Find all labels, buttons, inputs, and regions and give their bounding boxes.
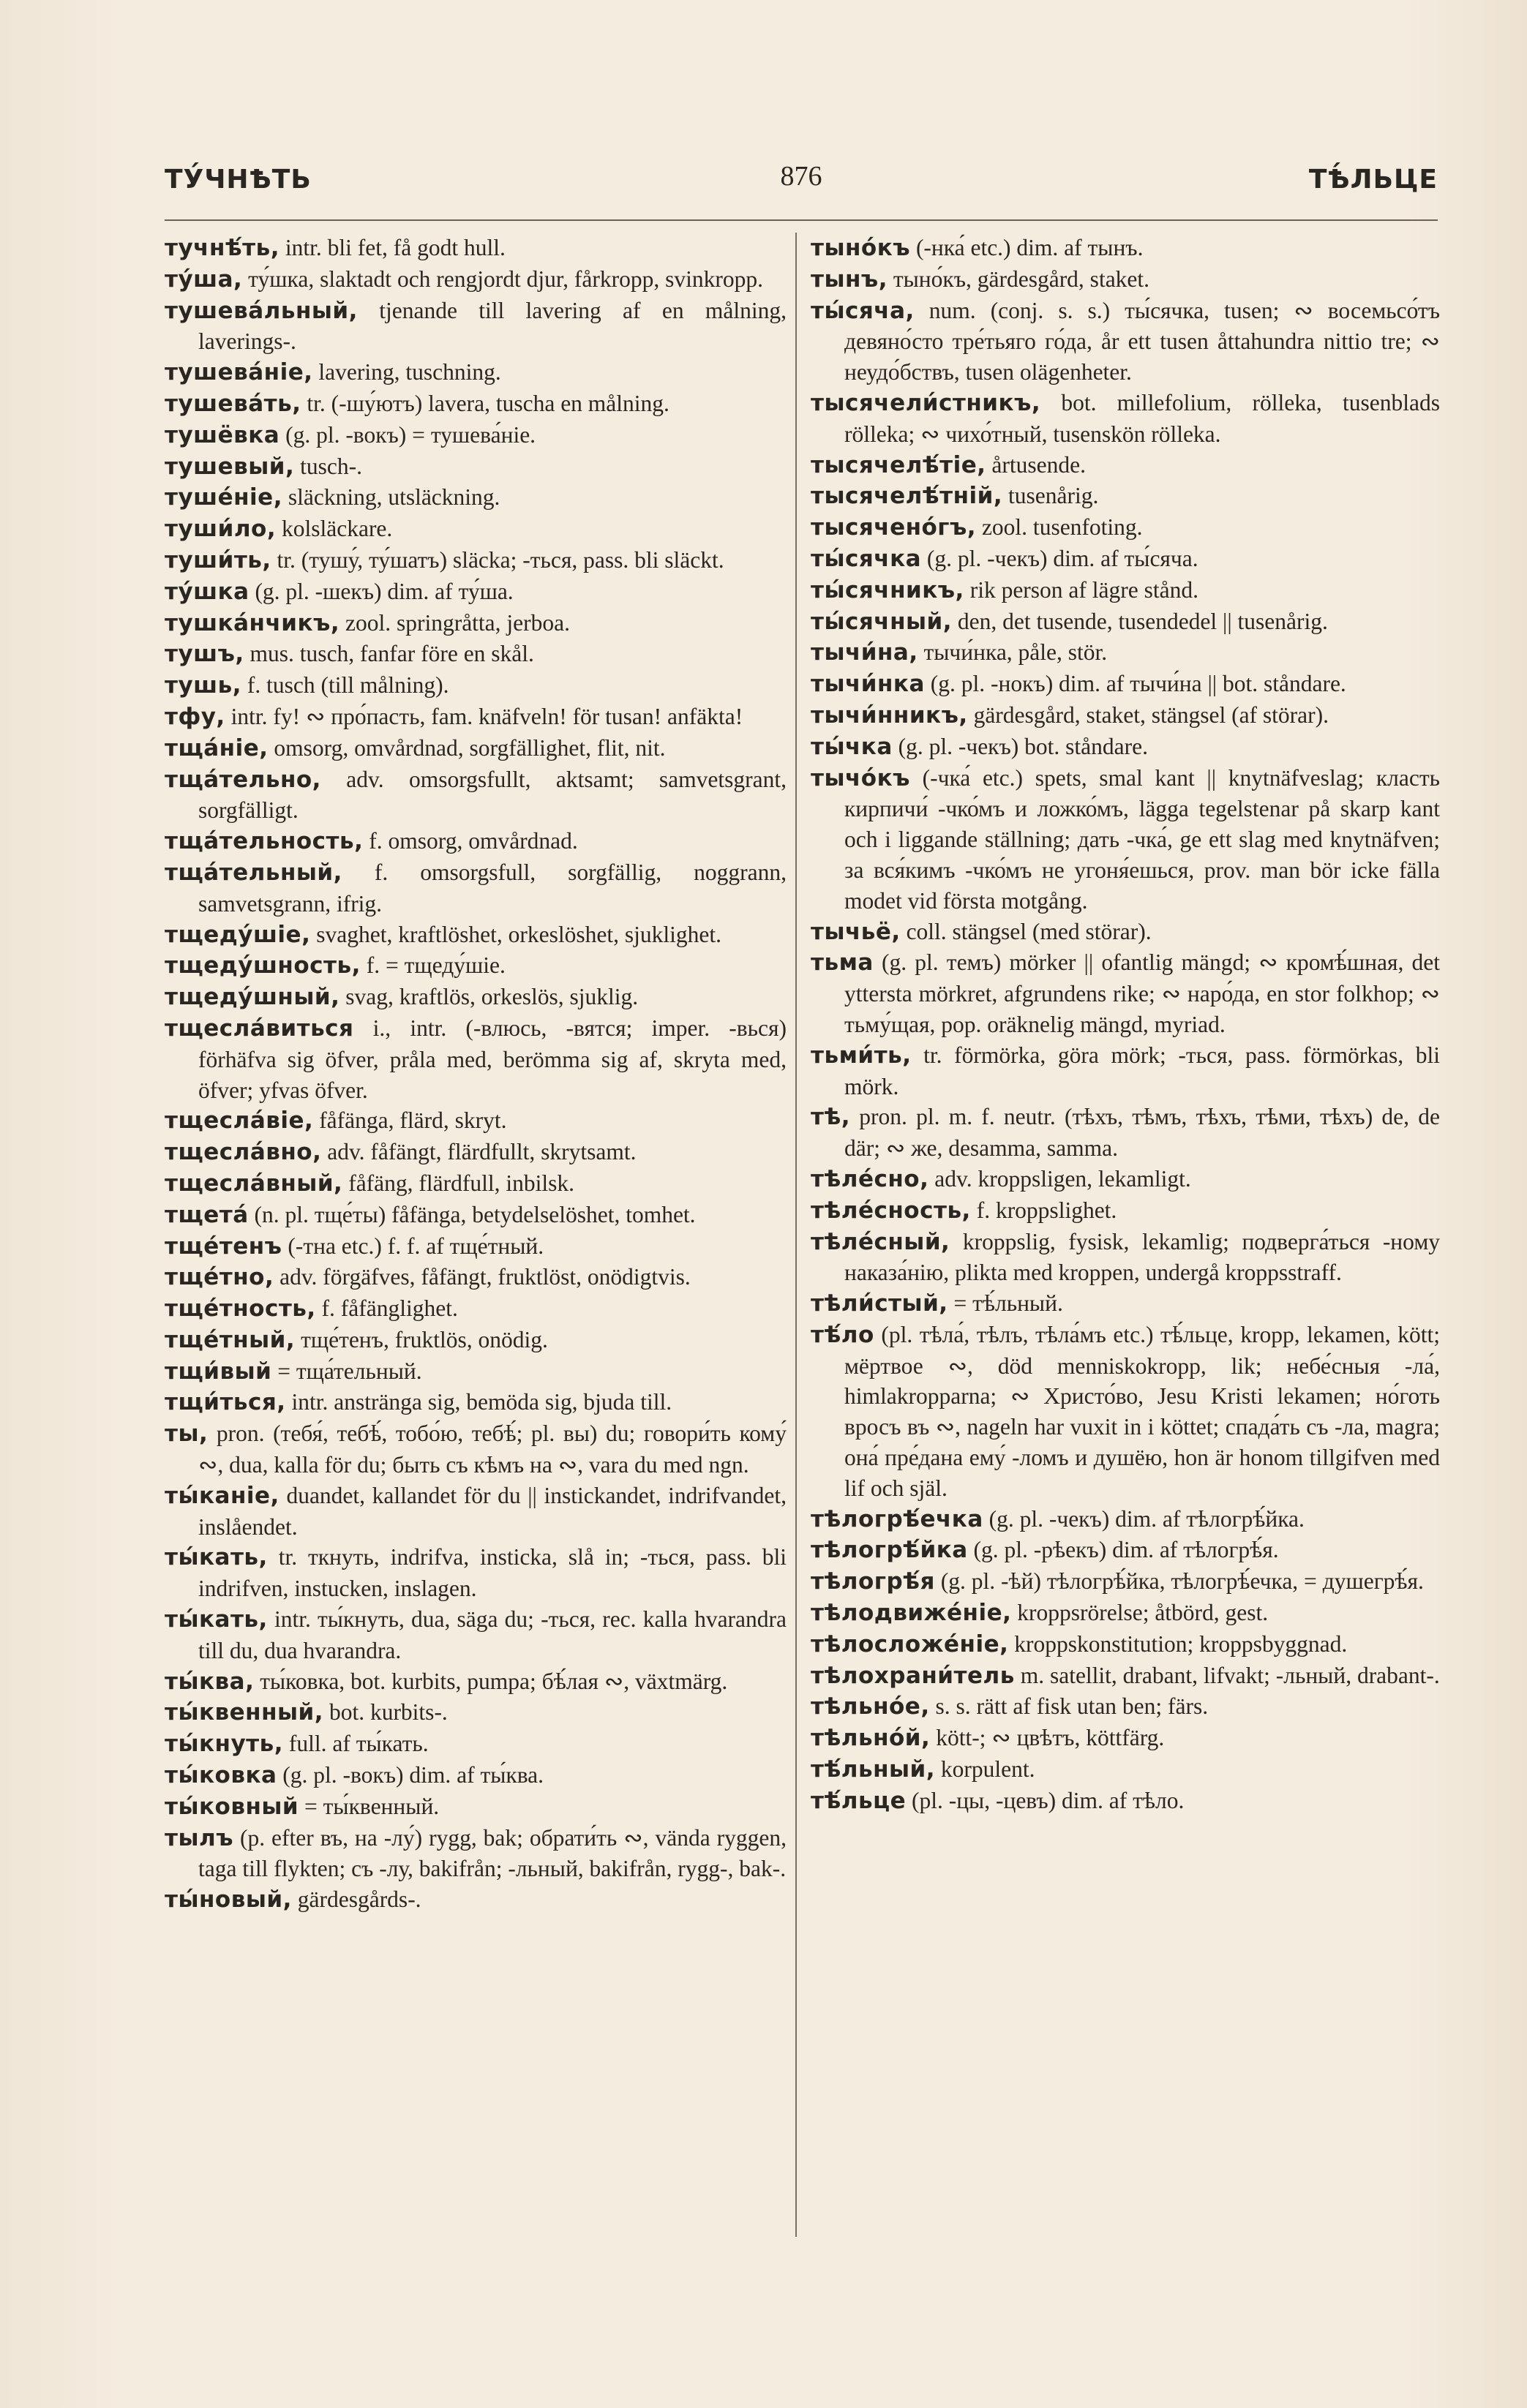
entry-definition: f. tusch (till målning).: [241, 672, 449, 699]
entry-definition: (pl. -цы, -цевъ) dim. af тѣло.: [906, 1787, 1185, 1813]
entry-definition: (-чка́ etc.) spets, smal kant || knytnäfveslag; класть кирпичи́ -чко́мъ и ложко́мъ, lägga tegelstenar på skarp kant och i liggande ställning; дать -чка́, ge ett slag med knytnäfven; за вся́кимъ -чко́мъ не угоня́ешься, prov. man bör icke fälla modet vid första motgång.: [844, 764, 1440, 914]
entry-definition: тыно́къ, gärdesgård, staket.: [888, 266, 1150, 292]
entry-headword: тьми́ть,: [811, 1042, 912, 1069]
entry-headword: ты́каніе,: [165, 1482, 279, 1509]
entry-headword: тщи́вый: [165, 1358, 272, 1385]
entry-headword: тынъ,: [811, 266, 888, 293]
entry-headword: тушъ,: [165, 641, 244, 668]
running-head-left: ТУ́ЧНѢТЬ: [165, 165, 312, 195]
entry-headword: ты́ковный: [165, 1793, 299, 1820]
dictionary-entry: [811, 1040, 1440, 1102]
dictionary-entry: [165, 1604, 787, 1666]
entry-headword: ты́сячникъ,: [811, 576, 964, 603]
dictionary-entry: [165, 1137, 787, 1168]
dictionary-entry: [165, 608, 787, 639]
entry-headword: ты́кать,: [165, 1606, 268, 1633]
dictionary-entry: [165, 1231, 787, 1263]
entry-definition: kolsläckare.: [276, 516, 393, 542]
entry-definition: (pl. тѣла́, тѣлъ, тѣла́мъ etc.) тѣ́льце, kropp, lekamen, kött; мёртвое ∾, död menniskokropp, lik; небе́сныя -ла́, himlakropparna; ∾ Христо́во, Jesu Kristi lekamen; но́готь вросъ въ ∾, nageln har vuxit in i köttet; спада́ть съ -ла, magra; она́ пре́дана ему́ -ломъ и душёю, hon är honom tillgifven med lif och själ.: [844, 1321, 1440, 1501]
dictionary-entry: [811, 1320, 1440, 1504]
entry-definition: tr. ткнуть, indrifva, insticka, slå in; -ться, pass. bli indrifven, instucken, inslagen.: [198, 1544, 787, 1602]
entry-headword: тѣлохрани́тель: [811, 1662, 1015, 1689]
dictionary-entry: [811, 947, 1440, 1039]
entry-headword: тщесла́віе,: [165, 1107, 314, 1135]
dictionary-entry: [165, 451, 787, 483]
dictionary-entry: [811, 917, 1440, 948]
entry-definition: tr. (тушу́, ту́шатъ) släcka; -ться, pass. bli släckt.: [271, 546, 724, 573]
entry-definition: släckning, utsläckning.: [282, 484, 500, 511]
dictionary-entry: [811, 1629, 1440, 1660]
entry-definition: tr. förmörka, göra mörk; -ться, pass. förmörkas, bli mörk.: [844, 1042, 1440, 1099]
entry-headword: тѣлосложе́ніе,: [811, 1630, 1009, 1658]
entry-definition: (g. pl. -нокъ) dim. af тычи́на || bot. ståndare.: [924, 671, 1346, 697]
dictionary-entry: [165, 296, 787, 358]
dictionary-entry: [811, 1195, 1440, 1227]
entry-headword: ты́кать,: [165, 1544, 268, 1571]
entry-definition: kroppslig, fysisk, lekamlig; подверга́ться -ному наказа́нію, plikta med kroppen, undergå kroppsstraff.: [844, 1228, 1440, 1286]
entry-headword: тѣ́ло: [811, 1321, 874, 1348]
entry-definition: (g. pl. -чекъ) dim. af ты́сяча.: [921, 545, 1198, 571]
running-head: [165, 161, 1438, 208]
entry-definition: full. af ты́кать.: [283, 1731, 429, 1757]
entry-headword: ты́ква,: [165, 1668, 255, 1695]
entry-headword: тѣлогрѣ́йка: [811, 1537, 968, 1564]
dictionary-entry: [165, 420, 787, 451]
dictionary-entry: [165, 857, 787, 919]
dictionary-entry: [165, 639, 787, 670]
entry-definition: tusch-.: [294, 453, 363, 479]
entry-definition: bot. millefolium, rölleka, tusenblads rölleka; ∾ чихо́тный, tusenskön rölleka.: [844, 389, 1440, 447]
dictionary-entry: [165, 388, 787, 420]
entry-headword: ты́сячка: [811, 545, 922, 572]
entry-definition: årtusende.: [986, 451, 1086, 478]
entry-definition: intr. bli fet, få godt hull.: [279, 235, 506, 260]
dictionary-entry: [811, 700, 1440, 731]
dictionary-entry: [165, 670, 787, 701]
dictionary-entry: [165, 1823, 787, 1885]
dictionary-entry: [811, 1598, 1440, 1629]
entry-headword: тщеду́шный,: [165, 984, 340, 1011]
dictionary-entry: [811, 731, 1440, 763]
dictionary-entry: [811, 1660, 1440, 1692]
entry-headword: тща́ніе,: [165, 734, 269, 761]
entry-definition: = тща́тельный.: [271, 1358, 422, 1384]
dictionary-entry: [811, 543, 1440, 575]
dictionary-entry: [165, 1105, 787, 1137]
entry-definition: lavering, tuschning.: [312, 359, 501, 385]
entry-definition: intr. ты́кнуть, dua, säga du; -ться, rec. kalla hvarandra till du, dua hvarandra.: [198, 1606, 787, 1663]
entry-headword: тычи́нка: [811, 671, 925, 698]
entry-definition: tjenande till lavering af en målning, laverings-.: [198, 297, 787, 355]
dictionary-entry: [811, 575, 1440, 606]
dictionary-entry: [165, 733, 787, 764]
entry-definition: tusenårig.: [1002, 483, 1099, 509]
entry-headword: тщеду́шіе,: [165, 921, 311, 948]
entry-definition: fåfäng, flärdfull, inbilsk.: [342, 1170, 574, 1196]
page-number: 876: [780, 161, 822, 192]
entry-headword: тще́тенъ: [165, 1233, 282, 1260]
dictionary-entry: [811, 1691, 1440, 1723]
entry-definition: tr. (-шу́ютъ) lavera, tuscha en målning.: [301, 390, 669, 416]
entry-headword: тща́тельность,: [165, 828, 364, 855]
entry-definition: f. fåfänglighet.: [315, 1295, 458, 1322]
entry-headword: тѣлодвиже́ніе,: [811, 1600, 1012, 1627]
entry-definition: adv. förgäfves, fåfängt, fruktlöst, onödigtvis.: [274, 1264, 691, 1290]
entry-definition: (g. pl. -вокъ) dim. af ты́ква.: [277, 1762, 544, 1788]
dictionary-entry: [165, 1542, 787, 1604]
entry-headword: тылъ: [165, 1824, 234, 1851]
entry-headword: тушь,: [165, 672, 241, 699]
entry-definition: ту́шка, slaktadt och rengjordt djur, fårkropp, svinkropp.: [242, 266, 763, 292]
entry-headword: тще́тно,: [165, 1264, 274, 1291]
entry-headword: туши́ть,: [165, 546, 271, 573]
entry-definition: adv. omsorgsfullt, aktsamt; samvetsgrant, sorgfälligt.: [198, 766, 787, 824]
entry-headword: туше́ніе,: [165, 484, 282, 511]
dictionary-entry: [165, 482, 787, 513]
entry-headword: ту́шка: [165, 578, 250, 605]
dictionary-entry: [165, 826, 787, 857]
dictionary-entry: [811, 1754, 1440, 1786]
entry-definition: f. kroppslighet.: [970, 1197, 1117, 1223]
entry-headword: тысячено́гъ,: [811, 514, 977, 541]
dictionary-entry: [165, 950, 787, 982]
entry-definition: adv. fåfängt, flärdfullt, skrytsamt.: [321, 1139, 637, 1165]
dictionary-entry: [811, 669, 1440, 700]
dictionary-entry: [811, 481, 1440, 512]
dictionary-entry: [811, 1227, 1440, 1289]
dictionary-entry: [811, 450, 1440, 481]
dictionary-entry: [165, 264, 787, 296]
dictionary-entry: [811, 1504, 1440, 1535]
entry-headword: тѣлогрѣ́я: [811, 1568, 935, 1595]
entry-headword: тушева́льный,: [165, 297, 358, 324]
entry-headword: тще́тность,: [165, 1295, 316, 1322]
entry-definition: gärdesgård, staket, stängsel (af störar).: [967, 701, 1329, 728]
entry-definition: num. (conj. s. s.) ты́сячка, tusen; ∾ восемьсо́тъ девяно́сто тре́тьяго го́да, år ett tusen åttahundra nittio tre; ∾ неудо́бствъ, tusen olägenheter.: [844, 297, 1440, 385]
entry-definition: kött-; ∾ цвѣтъ, köttfärg.: [930, 1725, 1165, 1751]
entry-definition: den, det tusende, tusendedel || tusenårig.: [952, 608, 1328, 634]
entry-definition: (g. pl. -вокъ) = тушева́ніе.: [279, 421, 536, 448]
dictionary-entry: [165, 1013, 787, 1105]
entry-definition: pron. (тебя́, тебѣ́, тобо́ю, тебѣ́; pl. вы) du; говори́ть кому́ ∾, dua, kalla för du; быть съ кѣмъ на ∾, vara du med ngn.: [198, 1421, 787, 1478]
entry-definition: adv. kroppsligen, lekamligt.: [928, 1165, 1191, 1192]
entry-definition: korpulent.: [935, 1756, 1035, 1783]
entry-definition: duandet, kallandet för du || instickandet, indrifvandet, inslåendet.: [198, 1482, 787, 1540]
entry-headword: тушева́ть,: [165, 390, 301, 417]
entry-definition: f. omsorg, omvårdnad.: [363, 828, 578, 854]
dictionary-entry: [811, 637, 1440, 669]
entry-headword: ты́новый,: [165, 1886, 292, 1914]
entry-headword: тысячелѣ́тіе,: [811, 451, 986, 478]
dictionary-entry: [165, 1200, 787, 1231]
entry-definition: intr. anstränga sig, bemöda sig, bjuda till.: [285, 1389, 672, 1415]
dictionary-entry: [165, 1666, 787, 1698]
entry-definition: svaghet, kraftlöshet, orkeslöshet, sjuklighet.: [310, 921, 722, 947]
entry-headword: тычи́нникъ,: [811, 701, 968, 729]
entry-definition: (g. pl. -чекъ) bot. ståndare.: [892, 733, 1148, 759]
entry-definition: s. s. rätt af fisk utan ben; färs.: [929, 1693, 1209, 1720]
entry-headword: ты,: [165, 1421, 209, 1448]
entry-headword: ты́сячный,: [811, 608, 953, 635]
entry-headword: тьма: [811, 949, 874, 977]
entry-definition: (g. pl. темъ) mörker || ofantlig mängd; ∾ кромѣ́шная, det yttersta mörkret, afgrundens rike; ∾ наро́да, en stor folkhop; ∾ тьму́щая, pop. oräknelig mängd, myriad.: [844, 949, 1440, 1037]
dictionary-entry: [165, 982, 787, 1013]
dictionary-entry: [811, 1102, 1440, 1164]
entry-headword: тычи́на,: [811, 639, 918, 666]
dictionary-entry: [165, 576, 787, 608]
entry-headword: тщесла́вно,: [165, 1139, 322, 1166]
entry-headword: ты́квенный,: [165, 1699, 324, 1726]
entry-headword: ты́чка: [811, 733, 893, 760]
entry-headword: ты́сяча,: [811, 297, 915, 324]
entry-definition: (-тна etc.) f. f. af тще́тный.: [282, 1233, 544, 1259]
dictionary-entry: [811, 1786, 1440, 1817]
dictionary-entry: [811, 1288, 1440, 1320]
entry-definition: omsorg, omvårdnad, sorgfällighet, flit, nit.: [268, 734, 666, 761]
entry-headword: тѣ́льце: [811, 1787, 907, 1814]
entry-headword: тще́тный,: [165, 1326, 296, 1353]
dictionary-entry: [165, 1418, 787, 1480]
entry-definition: intr. fy! ∾ про́пасть, fam. knäfveln! för tusan! anfäkta!: [225, 703, 743, 729]
dictionary-entry: [811, 1164, 1440, 1195]
dictionary-entry: [811, 296, 1440, 388]
entry-definition: f. = тщеду́шіе.: [360, 952, 506, 979]
entry-headword: тѣльно́й,: [811, 1725, 931, 1752]
dictionary-entry: [165, 233, 787, 264]
entry-definition: (g. pl. -чекъ) dim. af тѣлогрѣ́йка.: [983, 1505, 1305, 1532]
entry-headword: тысячелѣ́тній,: [811, 483, 1003, 510]
entry-headword: тѣ́льный,: [811, 1756, 936, 1783]
dictionary-entry: [165, 1356, 787, 1388]
entry-headword: тща́тельно,: [165, 766, 321, 793]
entry-headword: ты́ковка: [165, 1762, 277, 1789]
dictionary-entry: [165, 1480, 787, 1543]
dictionary-entry: [165, 545, 787, 576]
entry-definition: zool. tusenfoting.: [976, 514, 1143, 541]
dictionary-entry: [811, 233, 1440, 264]
dictionary-entry: [811, 388, 1440, 450]
entry-definition: = тѣ́льный.: [948, 1290, 1063, 1317]
running-head-right: ТѢ́ЛЬЦЕ: [1308, 165, 1438, 195]
entry-headword: тщесла́вный,: [165, 1170, 343, 1197]
entry-headword: тычо́къ: [811, 764, 910, 791]
entry-definition: (g. pl. -шекъ) dim. af ту́ша.: [249, 578, 514, 604]
dictionary-entry: [165, 1791, 787, 1823]
header-rule: [165, 219, 1438, 221]
entry-definition: ты́ковка, bot. kurbits, pumpa; бѣ́лая ∾, växtmärg.: [254, 1668, 728, 1694]
entry-definition: (-нка́ etc.) dim. af тынъ.: [910, 235, 1144, 260]
dictionary-entry: [811, 606, 1440, 638]
dictionary-entry: [165, 357, 787, 388]
entry-headword: тѣли́стый,: [811, 1290, 948, 1317]
entry-definition: (g. pl. -ѣй) тѣлогрѣ́йка, тѣлогрѣ́ечка, = душегрѣ́я.: [934, 1568, 1424, 1595]
dictionary-entry: [165, 1760, 787, 1791]
entry-definition: gärdesgårds-.: [291, 1886, 421, 1913]
dictionary-entry: [165, 1884, 787, 1916]
entry-definition: pron. pl. m. f. neutr. (тѣхъ, тѣмъ, тѣхъ, тѣми, тѣхъ) de, de där; ∾ же, desamma, samma.: [844, 1104, 1440, 1162]
entry-headword: ты́кнуть,: [165, 1731, 284, 1758]
entry-definition: svag, kraftlös, orkeslös, sjuklig.: [339, 984, 639, 1010]
dictionary-entry: [811, 763, 1440, 917]
dictionary-entry: [165, 1262, 787, 1293]
entry-headword: тщесла́виться: [165, 1015, 354, 1042]
entry-headword: туши́ло,: [165, 516, 277, 543]
entry-definition: тще́тенъ, fruktlös, onödig.: [295, 1326, 548, 1352]
entry-headword: тушева́ніе,: [165, 359, 313, 386]
entry-definition: coll. stängsel (med störar).: [900, 918, 1152, 944]
entry-headword: тучнѣ́ть,: [165, 235, 280, 261]
entry-headword: тщета́: [165, 1201, 249, 1228]
right-column: [811, 233, 1440, 1817]
dictionary-entry: [165, 1325, 787, 1356]
entry-headword: тѣлогрѣ́ечка: [811, 1505, 983, 1532]
entry-headword: тушевый,: [165, 453, 295, 480]
entry-headword: тѣле́сность,: [811, 1197, 971, 1224]
entry-definition: f. omsorgsfull, sorgfällig, noggrann, samvetsgrann, ifrig.: [198, 859, 787, 917]
entry-headword: тѣле́сно,: [811, 1165, 929, 1192]
entry-headword: тща́тельный,: [165, 859, 342, 886]
entry-definition: kroppsrörelse; åtbörd, gest.: [1011, 1600, 1269, 1626]
entry-definition: kroppskonstitution; kroppsbyggnad.: [1008, 1630, 1348, 1657]
dictionary-entry: [811, 512, 1440, 543]
entry-headword: тщеду́шность,: [165, 952, 361, 979]
entry-headword: ту́ша,: [165, 266, 243, 293]
entry-headword: тысячели́стникъ,: [811, 389, 1041, 416]
dictionary-entry: [165, 1168, 787, 1200]
entry-definition: fåfänga, flärd, skryt.: [313, 1107, 507, 1134]
entry-definition: (g. pl. -рѣекъ) dim. af тѣлогрѣ́я.: [967, 1537, 1279, 1563]
entry-definition: (p. efter въ, на -лу́) rygg, bak; обрати́ть ∾, vända ryggen, taga till flykten; съ -лу, bakifrån; -льный, bakifrån, rygg-, bak-.: [198, 1824, 787, 1882]
dictionary-entry: [811, 1723, 1440, 1754]
dictionary-entry: [165, 919, 787, 951]
entry-definition: rik person af lägre stånd.: [964, 576, 1198, 603]
dictionary-entry: [165, 1293, 787, 1325]
dictionary-entry: [811, 264, 1440, 296]
dictionary-entry: [811, 1566, 1440, 1598]
entry-definition: = ты́квенный.: [299, 1793, 440, 1819]
dictionary-entry: [165, 1728, 787, 1760]
entry-headword: тушёвка: [165, 421, 280, 448]
dictionary-entry: [165, 701, 787, 733]
entry-headword: тфу,: [165, 703, 225, 730]
entry-definition: тычи́нка, påle, stör.: [918, 639, 1108, 666]
entry-definition: mus. tusch, fanfar före en skål.: [244, 641, 534, 667]
dictionary-entry: [165, 764, 787, 827]
entry-headword: тыно́къ: [811, 235, 911, 261]
left-column: [165, 233, 787, 1916]
dictionary-entry: [165, 1387, 787, 1418]
entry-headword: тычьё,: [811, 918, 901, 945]
entry-headword: тушка́нчикъ,: [165, 609, 340, 636]
entry-definition: bot. kurbits-.: [323, 1699, 448, 1726]
entry-definition: i., intr. (-влюсь, -вятся; imper. -вься) förhäfva sig öfver, pråla med, berömma sig af, skryta med, öfver; yfvas öfver.: [198, 1015, 787, 1103]
entry-headword: тѣльно́е,: [811, 1693, 930, 1720]
entry-headword: тѣле́сный,: [811, 1228, 950, 1255]
dictionary-entry: [165, 513, 787, 545]
entry-headword: тѣ,: [811, 1104, 851, 1131]
entry-definition: (n. pl. тще́ты) fåfänga, betydelselöshet, tomhet.: [248, 1201, 696, 1227]
column-divider: [795, 233, 797, 2237]
entry-headword: тщи́ться,: [165, 1389, 286, 1416]
dictionary-entry: [165, 1697, 787, 1728]
entry-definition: zool. springråtta, jerboa.: [339, 609, 570, 636]
entry-definition: m. satellit, drabant, lifvakt; -льный, drabant-.: [1014, 1662, 1440, 1688]
dictionary-entry: [811, 1535, 1440, 1566]
